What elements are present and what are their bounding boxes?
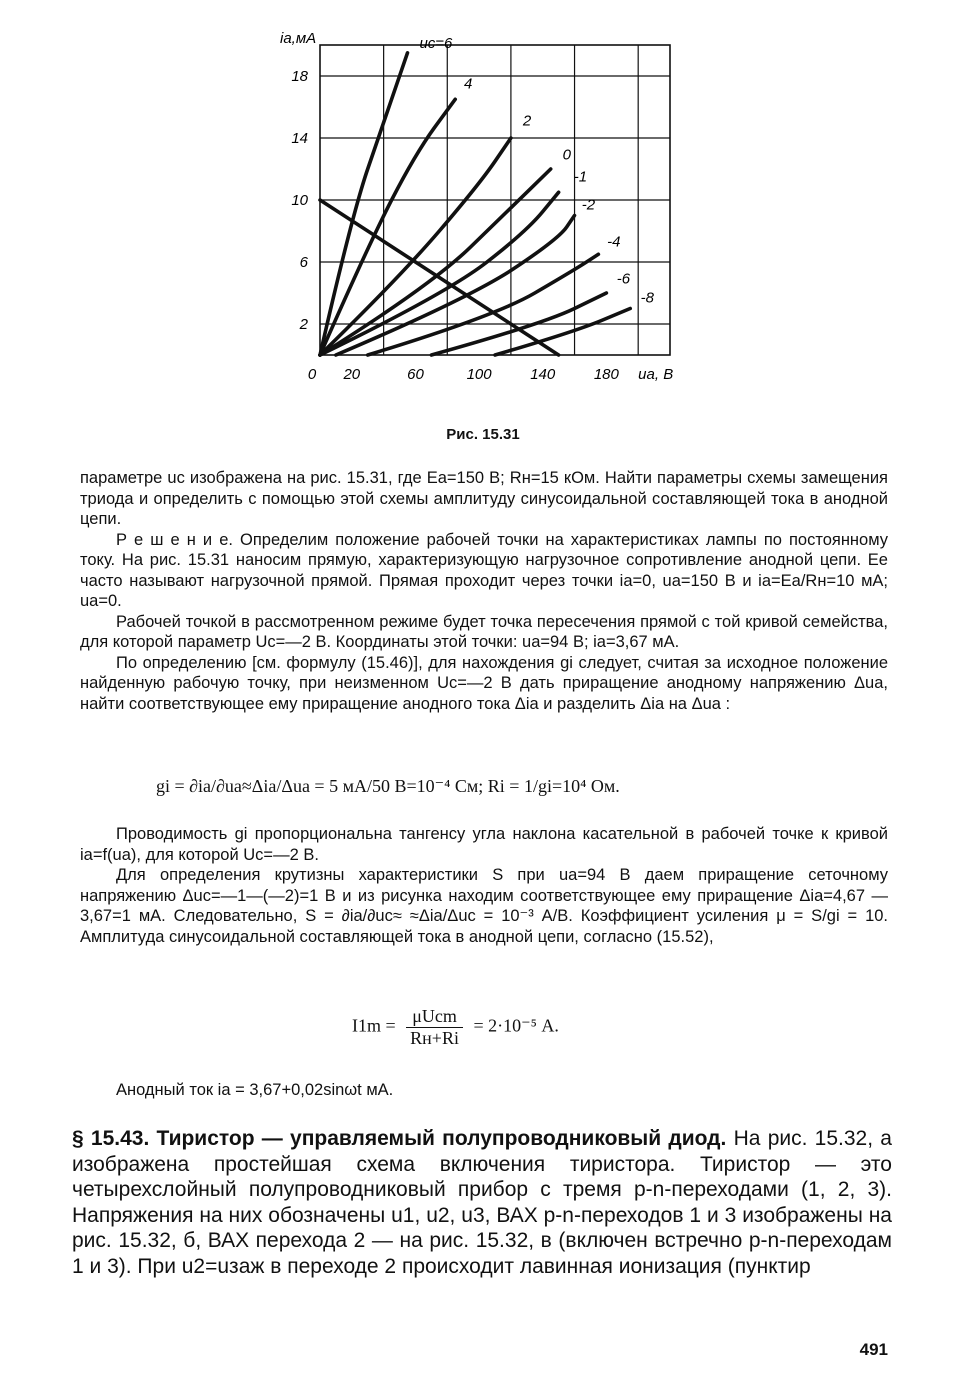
x-tick-label: 140 bbox=[530, 366, 556, 383]
y-tick-label: 2 bbox=[299, 316, 308, 333]
y-axis-label: ia,мА bbox=[280, 30, 317, 47]
figure-caption: Рис. 15.31 bbox=[446, 426, 520, 443]
text-block-1 bbox=[80, 468, 888, 714]
formula-i1m bbox=[352, 1006, 559, 1049]
formula-i1m-fraction bbox=[406, 1006, 463, 1049]
formula-gi: gi = ∂iа/∂uа≈Δiа/Δuа = 5 мА/50 В=10⁻⁴ См; Ri = 1/gi=10⁴ Ом. bbox=[156, 776, 620, 796]
formula-i1m-rhs: = 2·10⁻⁵ А. bbox=[473, 1015, 559, 1036]
paragraph-solution: Р е ш е н и е. Определим положение рабочей точки на характеристиках лампы по постоянному току. На рис. 15.31 наносим прямую, характеризующую нагрузочное сопротивление анодной цепи. Ее часто называют нагрузочной прямой. Прямая проходит через точки iа=0, uа=150 В и iа=Eа/Rн=10 мА; uа=0. bbox=[80, 530, 888, 610]
paragraph-anode-current: Анодный ток iа = 3,67+0,02sinωt мА. bbox=[116, 1081, 394, 1099]
curve-label: -8 bbox=[640, 289, 654, 307]
series-uc2-line bbox=[320, 138, 511, 355]
curve-label: -1 bbox=[573, 168, 588, 186]
y-tick-label: 10 bbox=[291, 192, 308, 209]
x-tick-label: 60 bbox=[407, 366, 424, 383]
text-block-2 bbox=[80, 824, 888, 947]
section-body: На рис. 15.32, а изображена простейшая схема включения тиристора. Тиристор — это четырехслойный полупроводниковый прибор с тремя p-n-переходами (1, 2, 3). Напряжения на них обозначены u1, u2, u3, ВАХ p-n-переходов 1 и 3 изображены на рис. 15.32, б, ВАХ перехода 2 — на рис. 15.32, в (включен встречно p-n-переходам 1 и 3). При u2=uзаж в переходе 2 происходит лавинная ионизация (пунктир bbox=[72, 1127, 892, 1278]
y-tick-label: 14 bbox=[291, 130, 308, 147]
x-tick-label: 20 bbox=[343, 366, 361, 383]
curve-label: 4 bbox=[464, 75, 473, 93]
paragraph-conductance: Проводимость gi пропорциональна тангенсу угла наклона касательной в рабочей точке к кривой iа=f(uа), для которой Uс=—2 В. bbox=[80, 825, 888, 864]
curve-label: -4 bbox=[607, 233, 621, 251]
curve-label: -2 bbox=[581, 196, 596, 214]
x-tick-label: 180 bbox=[593, 366, 619, 383]
x-axis-label: ua, B bbox=[638, 366, 674, 383]
curve-label: uc=6 bbox=[419, 35, 453, 53]
page-number: 491 bbox=[859, 1340, 888, 1359]
paragraph-problem: параметре uс изображена на рис. 15.31, где Eа=150 В; Rн=15 кОм. Найти параметры схемы замещения триода и определить с помощью этой схемы амплитуду синусоидальной составляющей тока в анодной цепи. bbox=[80, 469, 888, 528]
section-title: § 15.43. Тиристор — управляемый полупроводниковый диод. bbox=[72, 1127, 727, 1150]
y-tick-label: 18 bbox=[291, 68, 308, 85]
text-block-3 bbox=[80, 1080, 888, 1101]
paragraph-working-point: Рабочей точкой в рассмотренном режиме будет точка пересечения прямой с той кривой семейства, для которой параметр Uс=—2 В. Координаты этой точки: uа=94 В; iа=3,67 мА. bbox=[80, 612, 888, 651]
figure-15-31 bbox=[270, 30, 690, 400]
paragraph-definition: По определению [см. формулу (15.46)], для нахождения gi следует, считая за исходное положение найденную рабочую точку, при неизменном Uс=—2 В дать приращение анодному напряжению Δuа, найти соответствующее ему приращение анодного тока Δiа и разделить Δiа на Δuа : bbox=[80, 653, 888, 713]
formula-i1m-lhs: I1m = bbox=[352, 1015, 396, 1036]
curve-label: 0 bbox=[562, 146, 571, 164]
paragraph-transconductance: Для определения крутизны характеристики S при uа=94 В даем приращение сеточному напряжению Δuс=—1—(—2)=1 В и из рисунка находим соответствующее ему приращение Δiа=4,67 — 3,67=1 мА. Следовательно, S = ∂iа/∂uс≈ ≈Δiа/Δuс = 10⁻³ А/В. Коэффициент усиления μ = S/gi = 10. Амплитуда синусоидальной составляющей тока в анодной цепи, согласно (15.52), bbox=[80, 866, 888, 946]
x-tick-label: 0 bbox=[307, 366, 317, 383]
formula-i1m-denominator: Rн+Ri bbox=[410, 1028, 459, 1048]
x-tick-label: 100 bbox=[466, 366, 492, 383]
y-tick-label: 6 bbox=[299, 254, 308, 271]
curve-label: -6 bbox=[616, 270, 631, 288]
chart-grid bbox=[320, 45, 670, 355]
curve-label: 2 bbox=[522, 112, 532, 130]
formula-i1m-numerator: μUсm bbox=[406, 1006, 463, 1028]
triode-characteristics-chart bbox=[270, 30, 690, 400]
section-15-43 bbox=[72, 1126, 892, 1279]
